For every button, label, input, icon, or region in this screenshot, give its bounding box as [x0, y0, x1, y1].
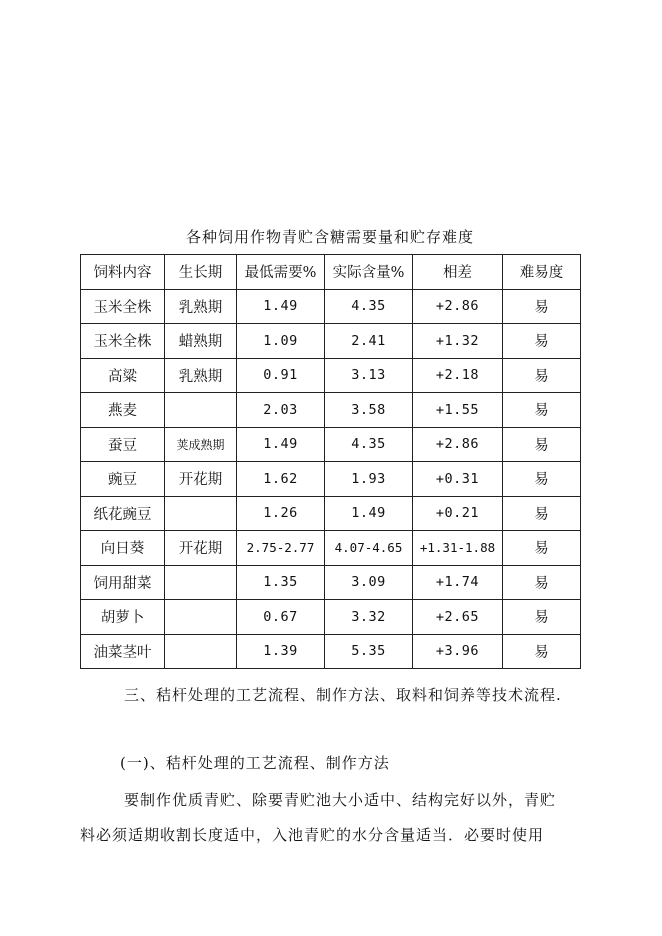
table-row [81, 289, 581, 324]
cell-difference: +1.55 [413, 393, 503, 428]
table-row [81, 634, 581, 669]
cell-feed: 玉米全株 [81, 289, 165, 324]
cell-actual-content: 3.58 [325, 393, 413, 428]
table-caption: 各种饲用作物青贮含糖需要量和贮存难度 [185, 228, 474, 246]
cell-actual-content: 4.35 [325, 289, 413, 324]
cell-feed: 高粱 [81, 358, 165, 393]
cell-actual-content: 4.07-4.65 [325, 531, 413, 566]
cell-feed: 纸花豌豆 [81, 496, 165, 531]
cell-actual-content: 3.32 [325, 600, 413, 635]
silage-sugar-table [80, 254, 581, 669]
cell-actual-content: 1.49 [325, 496, 413, 531]
cell-min-required: 1.62 [237, 462, 325, 497]
table-row [81, 462, 581, 497]
cell-difference: +1.31-1.88 [413, 531, 503, 566]
cell-feed: 蚕豆 [81, 427, 165, 462]
cell-difficulty: 易 [503, 600, 581, 635]
cell-feed: 玉米全株 [81, 324, 165, 359]
cell-min-required: 2.03 [237, 393, 325, 428]
cell-min-required: 1.26 [237, 496, 325, 531]
cell-growth-stage: 蜡熟期 [165, 324, 237, 359]
table-row [81, 427, 581, 462]
cell-difference: +2.86 [413, 427, 503, 462]
header-feed: 饲料内容 [81, 255, 165, 290]
cell-difference: +2.86 [413, 289, 503, 324]
cell-feed: 向日葵 [81, 531, 165, 566]
cell-difficulty: 易 [503, 289, 581, 324]
cell-min-required: 2.75-2.77 [237, 531, 325, 566]
header-actual-content: 实际含量% [325, 255, 413, 290]
cell-difficulty: 易 [503, 462, 581, 497]
cell-actual-content: 5.35 [325, 634, 413, 669]
cell-growth-stage: 乳熟期 [165, 358, 237, 393]
table-row [81, 496, 581, 531]
cell-difficulty: 易 [503, 565, 581, 600]
cell-difficulty: 易 [503, 427, 581, 462]
cell-difference: +2.18 [413, 358, 503, 393]
cell-difficulty: 易 [503, 324, 581, 359]
cell-feed: 胡萝卜 [81, 600, 165, 635]
table-row [81, 358, 581, 393]
cell-difference: +2.65 [413, 600, 503, 635]
table-row [81, 324, 581, 359]
cell-growth-stage: 荚成熟期 [165, 427, 237, 462]
cell-difficulty: 易 [503, 531, 581, 566]
cell-min-required: 1.49 [237, 427, 325, 462]
cell-feed: 油菜茎叶 [81, 634, 165, 669]
cell-growth-stage [165, 600, 237, 635]
cell-difference: +1.32 [413, 324, 503, 359]
cell-actual-content: 4.35 [325, 427, 413, 462]
subsection-heading: (一)、秸杆处理的工艺流程、制作方法 [120, 754, 390, 772]
header-growth-stage: 生长期 [165, 255, 237, 290]
cell-difficulty: 易 [503, 496, 581, 531]
cell-feed: 饲用甜菜 [81, 565, 165, 600]
section-heading: 三、秸杆处理的工艺流程、制作方法、取料和饲养等技术流程. [124, 686, 562, 704]
cell-difference: +0.21 [413, 496, 503, 531]
cell-min-required: 1.39 [237, 634, 325, 669]
cell-growth-stage: 开花期 [165, 531, 237, 566]
body-paragraph-line-2: 料必须适期收割长度适中，入池青贮的水分含量适当．必要时使用 [80, 826, 545, 844]
cell-feed: 燕麦 [81, 393, 165, 428]
cell-growth-stage: 开花期 [165, 462, 237, 497]
header-min-required: 最低需要% [237, 255, 325, 290]
header-difficulty: 难易度 [503, 255, 581, 290]
table-row [81, 531, 581, 566]
body-paragraph-line-1: 要制作优质青贮、除要青贮池大小适中、结构完好以外，青贮 [124, 791, 557, 809]
cell-min-required: 1.09 [237, 324, 325, 359]
table-row [81, 600, 581, 635]
cell-growth-stage [165, 496, 237, 531]
cell-actual-content: 1.93 [325, 462, 413, 497]
cell-growth-stage: 乳熟期 [165, 289, 237, 324]
cell-min-required: 1.49 [237, 289, 325, 324]
cell-min-required: 1.35 [237, 565, 325, 600]
table-header-row [81, 255, 581, 290]
cell-actual-content: 3.09 [325, 565, 413, 600]
cell-min-required: 0.67 [237, 600, 325, 635]
cell-difference: +0.31 [413, 462, 503, 497]
cell-actual-content: 3.13 [325, 358, 413, 393]
cell-growth-stage [165, 393, 237, 428]
header-difference: 相差 [413, 255, 503, 290]
cell-feed: 豌豆 [81, 462, 165, 497]
cell-difficulty: 易 [503, 393, 581, 428]
cell-difficulty: 易 [503, 358, 581, 393]
cell-difference: +3.96 [413, 634, 503, 669]
cell-min-required: 0.91 [237, 358, 325, 393]
cell-difference: +1.74 [413, 565, 503, 600]
cell-growth-stage [165, 634, 237, 669]
cell-difficulty: 易 [503, 634, 581, 669]
table-row [81, 393, 581, 428]
table-row [81, 565, 581, 600]
cell-actual-content: 2.41 [325, 324, 413, 359]
cell-growth-stage [165, 565, 237, 600]
